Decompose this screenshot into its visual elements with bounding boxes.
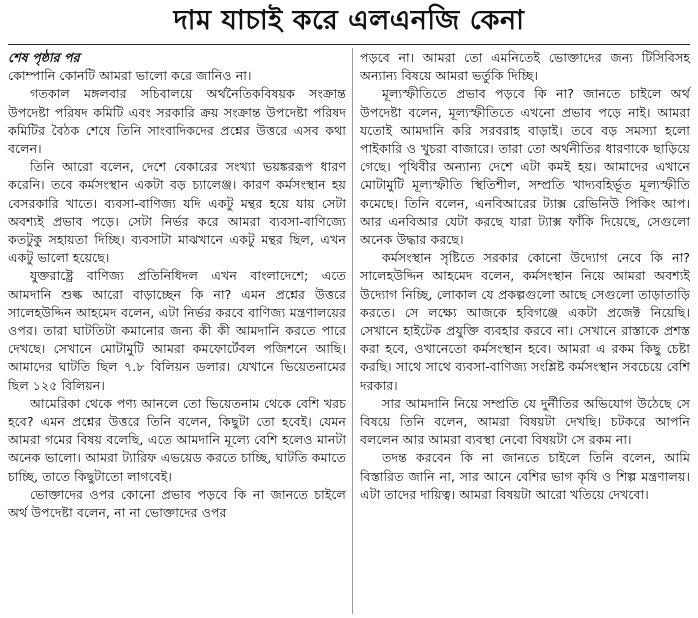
paragraph: গতকাল মঙ্গলবার সচিবালয়ে অর্থনৈতিকবিষয়ক সংক্রান্ত উপদেষ্টা পরিষদ কমিটি এবং সরকারি ক্রয় সংক্রান্ত উপদেষ্টা পরিষদ কমিটির বৈঠক শেষে তিনি সাংবাদিকদের প্রশ্নের উত্তরে এসব কথা বলেন। [8,86,346,157]
column-divider [352,48,353,614]
continuation-kicker: শেষ পৃষ্ঠার পর [8,50,80,65]
paragraph: ভোক্তাদের ওপর কোনো প্রভাব পড়বে কি না জানতে চাইলে অর্থ উপদেষ্টা বলেন, না না ভোক্তাদের ওপর [8,486,346,521]
paragraph: মূল্যস্ফীতিতে প্রভাব পড়বে কি না? জানতে চাইলে অর্থ উপদেষ্টা বলেন, মূল্যস্ফীতিতে এখনো প্রভাব পড়ে নাই। আমরা যতোই আমদানি করি সরবরাহ বাড়াই। তবে বড় সমস্যা হলো পাইকারি ও খুচরা বাজারে। তারা তো অর্থনীতির ধারণাকে ছাড়িয়ে গেছে। পৃথিবীর অন্যান্য দেশে এটা কমই হয়। আমাদের এখানে মোটামুটি মূল্যস্ফীতি স্থিতিশীল, সম্প্রতি খাদ্যবহির্ভূত মূল্যস্ফীতি কমেছে। তিনি বলেন, এনবিআরের ট্যাক্স রেভিনিউ পিকিং আপ। আর এনবিআর যেটা করছে যারা ট্যাক্স ফাঁকি দিয়েছে, সেগুলো অনেক উদ্ধার করছে। [360,86,690,248]
paragraph: আমেরিকা থেকে পণ্য আনলে তো ভিয়েতনাম থেকে বেশি খরচ হবে? এমন প্রশ্নের উত্তরে তিনি বলেন, কিছুটা তো হবেই। যেমন আমরা গমের বিষয় বলেছি, এতে আমদানি মূল্যে বেশি হলেও মানটা অনেক ভালো। আমরা ট্যারিফ এভয়েড করতে চাচ্ছি, ঘাটতি কমাতে চাচ্ছি, তাতে কিছুটাতো লাগবেই। [8,395,346,484]
paragraph: পড়বে না। আমরা তো এমনিতেই ভোক্তাদের জন্য টিসিবিসহ অন্যান্য বিষয়ে আমরা ভর্তুকি দিচ্ছি। [360,50,690,84]
paragraph: কোম্পানি কোনটি আমরা ভালো করে জানিও না। [8,68,252,84]
headline-rule [8,44,690,45]
paragraph: সার আমদানি নিয়ে সম্প্রতি যে দুর্নীতির অভিযোগ উঠেছে সে বিষয়ে তিনি বলেন, আমরা বিষয়টা দেখছি। চটকরে আপনি বললেন আর আমরা ব্যবস্থা নেবো বিষয়টা সে রকম না। [360,395,690,448]
paragraph: তিনি আরো বলেন, দেশে বেকারের সংখ্যা ভয়ঙ্কররূপ ধারণ করেনি। তবে কর্মসংস্থান একটা বড় চ্যালেঞ্জ। কারণ কর্মসংস্থান হয় বেসরকারি খাতে। ব্যবসা-বাণিজ্য যদি একটু মন্থর হয়ে যায় সেটা অবশ্যই প্রভাব পড়ে। সেটা নির্ভর করে আমরা ব্যবসা-বাণিজ্যে কতটুকু সহায়তা দিচ্ছি। ব্যবসাটা মাঝখানে একটু মন্থর ছিল, এখন একটু ভালো হয়েছে। [8,159,346,266]
headline: দাম যাচাই করে এলএনজি কেনা [173,5,525,36]
paragraph: কর্মসংস্থান সৃষ্টিতে সরকার কোনো উদ্যোগ নেবে কি না? সালেহউদ্দিন আহমেদ বলেন, কর্মসংস্থান নিয়ে আমরা অবশ্যই উদ্যোগ নিচ্ছি, লোকাল যে প্রকল্পগুলো আছে সেগুলো তাড়াতাড়ি করতে। সে লক্ষ্যে আজকে হবিগঞ্জে একটা প্রজেক্ট নিয়েছি। সেখানে হাইটেক প্রযুক্তি ব্যবহার করবে না। সেখানে রাস্তাকে প্রশস্ত করা হবে, ওখানেতো কর্মসংস্থান হবে। আমরা এ রকম কিছু চেষ্টা করছি। সাথে সাথে ব্যবসা-বাণিজ্য সংশ্লিষ্ট কর্মসংস্থান সবচেয়ে বেশি দরকার। [360,250,690,393]
paragraph: তদন্ত করবেন কি না জানতে চাইলে তিনি বলেন, আমি বিস্তারিত জানি না, সার আনে বেশির ভাগ কৃষি ও শিল্প মন্ত্রণালয়। এটা তাদের দায়িত্ব। আমরা বিষয়টা আরো খতিয়ে দেখবো। [360,450,690,502]
right-column [360,49,690,504]
paragraph: যুক্তরাষ্ট্রে বাণিজ্য প্রতিনিধিদল এখন বাংলাদেশে; এতে আমদানি শুল্ক আরো বাড়াচ্ছেন কি না? এমন প্রশ্নের উত্তরে সালেহউদ্দিন আহমেদ বলেন, এটা নির্ভর করবে বাণিজ্য মন্ত্রণালয়ের ওপর। তারা ঘাটতিটা কমানোর জন্য কী কী আমদানি করতে পারে দেখছে। সেখানে মোটামুটি আমরা কমফোর্টেবল পজিশনে আছি। আমাদের ঘাটতি ছিল ৭.৮ বিলিয়ন ডলার। যেখানে ভিয়েতনামের ছিল ১২৫ বিলিয়ন। [8,268,346,393]
left-column [8,49,346,522]
